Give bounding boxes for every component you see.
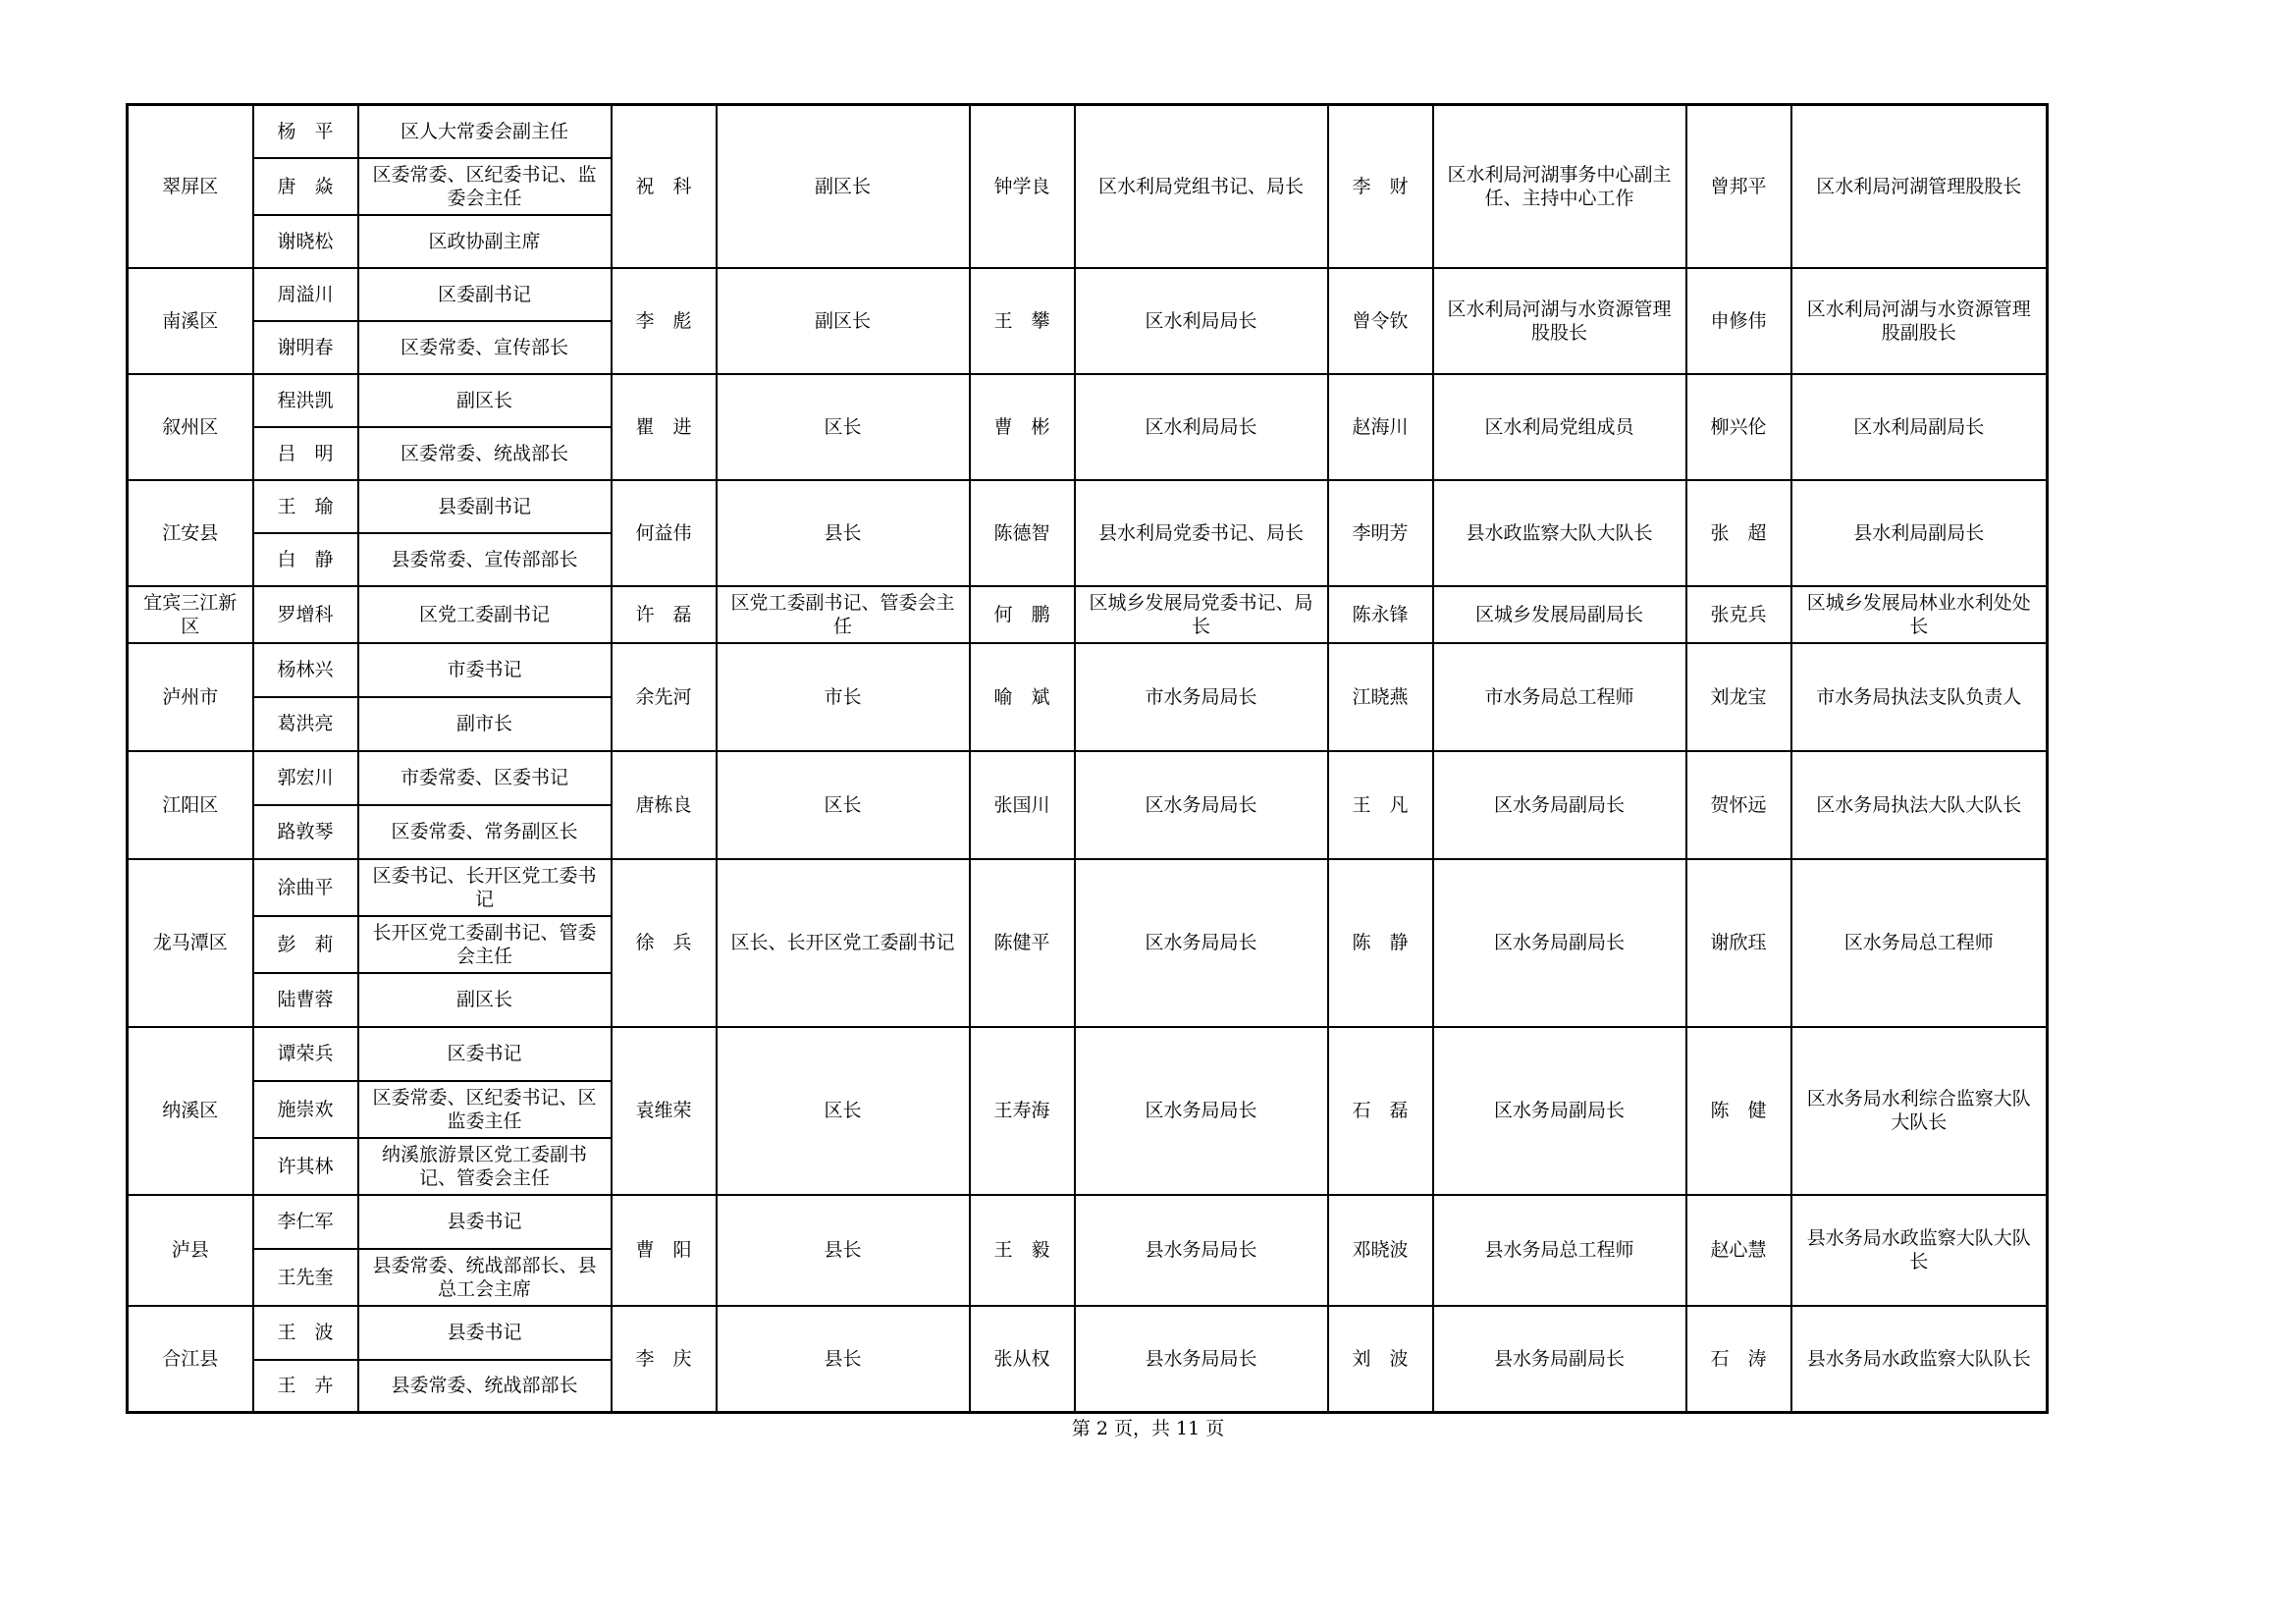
leader-name-cell: 李仁军 [253, 1195, 358, 1249]
leader-name-cell: 施崇欢 [253, 1081, 358, 1138]
gov-title-cell: 区长 [717, 1027, 970, 1195]
leader-title-cell: 区委书记、长开区党工委书记 [358, 859, 612, 916]
leader-name-cell: 杨 平 [253, 105, 358, 158]
leader-name-cell: 许其林 [253, 1138, 358, 1195]
region-cell: 龙马潭区 [128, 859, 253, 1027]
staff-name-cell: 赵心慧 [1686, 1195, 1791, 1306]
gov-title-cell: 市长 [717, 643, 970, 751]
gov-title-cell: 县长 [717, 480, 970, 586]
leader-title-cell: 区委副书记 [358, 268, 612, 321]
region-cell: 江安县 [128, 480, 253, 586]
leader-name-cell: 王 瑜 [253, 480, 358, 533]
leader-name-cell: 唐 焱 [253, 158, 358, 215]
gov-name-cell: 徐 兵 [612, 859, 717, 1027]
dept-title-cell: 区水务局副局长 [1433, 751, 1686, 859]
leader-title-cell: 区委常委、区纪委书记、监委会主任 [358, 158, 612, 215]
leader-title-cell: 区委常委、统战部长 [358, 427, 612, 480]
leader-title-cell: 县委常委、统战部部长、县总工会主席 [358, 1249, 612, 1306]
leader-name-cell: 葛洪亮 [253, 697, 358, 751]
table-row [128, 105, 2048, 158]
gov-name-cell: 曹 阳 [612, 1195, 717, 1306]
dept-name-cell: 石 磊 [1328, 1027, 1433, 1195]
staff-name-cell: 曾邦平 [1686, 105, 1791, 268]
region-cell: 泸州市 [128, 643, 253, 751]
leader-name-cell: 谭荣兵 [253, 1027, 358, 1081]
staff-title-cell: 区水务局执法大队大队长 [1791, 751, 2048, 859]
bureau-name-cell: 张国川 [970, 751, 1075, 859]
bureau-title-cell: 区水务局局长 [1075, 1027, 1328, 1195]
region-cell: 纳溪区 [128, 1027, 253, 1195]
gov-title-cell: 区长 [717, 374, 970, 480]
gov-name-cell: 许 磊 [612, 586, 717, 643]
dept-name-cell: 李明芳 [1328, 480, 1433, 586]
leader-title-cell: 区政协副主席 [358, 215, 612, 268]
bureau-name-cell: 张从权 [970, 1306, 1075, 1413]
leader-name-cell: 杨林兴 [253, 643, 358, 697]
gov-title-cell: 副区长 [717, 268, 970, 374]
dept-name-cell: 李 财 [1328, 105, 1433, 268]
table-row [128, 1195, 2048, 1249]
table-body [128, 105, 2048, 1413]
dept-name-cell: 江晓燕 [1328, 643, 1433, 751]
gov-name-cell: 余先河 [612, 643, 717, 751]
gov-name-cell: 瞿 进 [612, 374, 717, 480]
leader-title-cell: 区委书记 [358, 1027, 612, 1081]
staff-name-cell: 张克兵 [1686, 586, 1791, 643]
bureau-name-cell: 钟学良 [970, 105, 1075, 268]
staff-title-cell: 县水务局水政监察大队大队长 [1791, 1195, 2048, 1306]
staff-name-cell: 申修伟 [1686, 268, 1791, 374]
gov-title-cell: 县长 [717, 1195, 970, 1306]
bureau-title-cell: 区水利局党组书记、局长 [1075, 105, 1328, 268]
leader-title-cell: 县委书记 [358, 1306, 612, 1360]
leader-title-cell: 区委常委、区纪委书记、区监委主任 [358, 1081, 612, 1138]
leader-title-cell: 长开区党工委副书记、管委会主任 [358, 916, 612, 973]
leader-title-cell: 市委书记 [358, 643, 612, 697]
region-cell: 叙州区 [128, 374, 253, 480]
staff-title-cell: 县水务局水政监察大队队长 [1791, 1306, 2048, 1413]
dept-title-cell: 县水政监察大队大队长 [1433, 480, 1686, 586]
leader-name-cell: 王 卉 [253, 1360, 358, 1413]
leader-title-cell: 县委常委、宣传部部长 [358, 533, 612, 586]
region-cell: 江阳区 [128, 751, 253, 859]
leader-title-cell: 副市长 [358, 697, 612, 751]
staff-title-cell: 县水利局副局长 [1791, 480, 2048, 586]
gov-title-cell: 区党工委副书记、管委会主任 [717, 586, 970, 643]
gov-name-cell: 祝 科 [612, 105, 717, 268]
gov-name-cell: 何益伟 [612, 480, 717, 586]
leader-name-cell: 罗增科 [253, 586, 358, 643]
bureau-name-cell: 陈德智 [970, 480, 1075, 586]
dept-name-cell: 赵海川 [1328, 374, 1433, 480]
staff-name-cell: 柳兴伦 [1686, 374, 1791, 480]
leader-name-cell: 白 静 [253, 533, 358, 586]
table-row [128, 480, 2048, 533]
bureau-title-cell: 县水务局局长 [1075, 1306, 1328, 1413]
bureau-title-cell: 区城乡发展局党委书记、局长 [1075, 586, 1328, 643]
bureau-name-cell: 陈健平 [970, 859, 1075, 1027]
leader-title-cell: 县委书记 [358, 1195, 612, 1249]
staff-title-cell: 市水务局执法支队负责人 [1791, 643, 2048, 751]
leader-title-cell: 市委常委、区委书记 [358, 751, 612, 805]
table-row [128, 586, 2048, 643]
leader-name-cell: 陆曹蓉 [253, 973, 358, 1027]
gov-title-cell: 区长 [717, 751, 970, 859]
gov-name-cell: 李 彪 [612, 268, 717, 374]
bureau-title-cell: 县水利局党委书记、局长 [1075, 480, 1328, 586]
leader-title-cell: 区委常委、宣传部长 [358, 321, 612, 374]
leader-name-cell: 彭 莉 [253, 916, 358, 973]
dept-name-cell: 陈 静 [1328, 859, 1433, 1027]
leader-title-cell: 县委常委、统战部部长 [358, 1360, 612, 1413]
table-row [128, 1027, 2048, 1081]
leader-name-cell: 谢明春 [253, 321, 358, 374]
gov-name-cell: 袁维荣 [612, 1027, 717, 1195]
river-chief-table [126, 103, 2049, 1414]
region-cell: 南溪区 [128, 268, 253, 374]
leader-title-cell: 纳溪旅游景区党工委副书记、管委会主任 [358, 1138, 612, 1195]
dept-name-cell: 邓晓波 [1328, 1195, 1433, 1306]
leader-title-cell: 区人大常委会副主任 [358, 105, 612, 158]
leader-name-cell: 谢晓松 [253, 215, 358, 268]
dept-name-cell: 王 凡 [1328, 751, 1433, 859]
table-row [128, 268, 2048, 321]
gov-title-cell: 区长、长开区党工委副书记 [717, 859, 970, 1027]
bureau-name-cell: 王 毅 [970, 1195, 1075, 1306]
bureau-name-cell: 王寿海 [970, 1027, 1075, 1195]
page-footer: 第 2 页，共 11 页 [1071, 1418, 1225, 1439]
staff-title-cell: 区水务局总工程师 [1791, 859, 2048, 1027]
bureau-name-cell: 王 攀 [970, 268, 1075, 374]
table-row [128, 643, 2048, 697]
leader-title-cell: 副区长 [358, 374, 612, 427]
bureau-name-cell: 何 鹏 [970, 586, 1075, 643]
leader-name-cell: 郭宏川 [253, 751, 358, 805]
gov-title-cell: 副区长 [717, 105, 970, 268]
staff-name-cell: 石 涛 [1686, 1306, 1791, 1413]
bureau-title-cell: 区水利局局长 [1075, 268, 1328, 374]
leader-title-cell: 副区长 [358, 973, 612, 1027]
leader-name-cell: 涂曲平 [253, 859, 358, 916]
region-cell: 翠屏区 [128, 105, 253, 268]
dept-title-cell: 市水务局总工程师 [1433, 643, 1686, 751]
leader-title-cell: 区委常委、常务副区长 [358, 805, 612, 859]
dept-title-cell: 区城乡发展局副局长 [1433, 586, 1686, 643]
dept-name-cell: 陈永锋 [1328, 586, 1433, 643]
table-row [128, 1306, 2048, 1360]
bureau-title-cell: 县水务局局长 [1075, 1195, 1328, 1306]
region-cell: 合江县 [128, 1306, 253, 1413]
dept-title-cell: 区水利局党组成员 [1433, 374, 1686, 480]
staff-name-cell: 谢欣珏 [1686, 859, 1791, 1027]
bureau-name-cell: 曹 彬 [970, 374, 1075, 480]
table-row [128, 374, 2048, 427]
staff-title-cell: 区水务局水利综合监察大队大队长 [1791, 1027, 2048, 1195]
staff-name-cell: 张 超 [1686, 480, 1791, 586]
region-cell: 宜宾三江新区 [128, 586, 253, 643]
leader-name-cell: 周溢川 [253, 268, 358, 321]
staff-name-cell: 陈 健 [1686, 1027, 1791, 1195]
leader-name-cell: 吕 明 [253, 427, 358, 480]
bureau-title-cell: 区水务局局长 [1075, 859, 1328, 1027]
dept-name-cell: 刘 波 [1328, 1306, 1433, 1413]
staff-title-cell: 区水利局河湖与水资源管理股副股长 [1791, 268, 2048, 374]
bureau-title-cell: 区水务局局长 [1075, 751, 1328, 859]
leader-name-cell: 程洪凯 [253, 374, 358, 427]
table-row [128, 859, 2048, 916]
dept-title-cell: 县水务局副局长 [1433, 1306, 1686, 1413]
leader-title-cell: 县委副书记 [358, 480, 612, 533]
gov-title-cell: 县长 [717, 1306, 970, 1413]
dept-title-cell: 县水务局总工程师 [1433, 1195, 1686, 1306]
region-cell: 泸县 [128, 1195, 253, 1306]
leader-name-cell: 王 波 [253, 1306, 358, 1360]
staff-title-cell: 区水利局副局长 [1791, 374, 2048, 480]
staff-title-cell: 区城乡发展局林业水利处处长 [1791, 586, 2048, 643]
leader-name-cell: 路敦琴 [253, 805, 358, 859]
staff-name-cell: 贺怀远 [1686, 751, 1791, 859]
gov-name-cell: 唐栋良 [612, 751, 717, 859]
dept-title-cell: 区水利局河湖与水资源管理股股长 [1433, 268, 1686, 374]
staff-title-cell: 区水利局河湖管理股股长 [1791, 105, 2048, 268]
bureau-title-cell: 市水务局局长 [1075, 643, 1328, 751]
table-row [128, 751, 2048, 805]
dept-title-cell: 区水务局副局长 [1433, 1027, 1686, 1195]
bureau-name-cell: 喻 斌 [970, 643, 1075, 751]
staff-name-cell: 刘龙宝 [1686, 643, 1791, 751]
dept-title-cell: 区水务局副局长 [1433, 859, 1686, 1027]
leader-name-cell: 王先奎 [253, 1249, 358, 1306]
dept-name-cell: 曾令钦 [1328, 268, 1433, 374]
bureau-title-cell: 区水利局局长 [1075, 374, 1328, 480]
gov-name-cell: 李 庆 [612, 1306, 717, 1413]
dept-title-cell: 区水利局河湖事务中心副主任、主持中心工作 [1433, 105, 1686, 268]
leader-title-cell: 区党工委副书记 [358, 586, 612, 643]
